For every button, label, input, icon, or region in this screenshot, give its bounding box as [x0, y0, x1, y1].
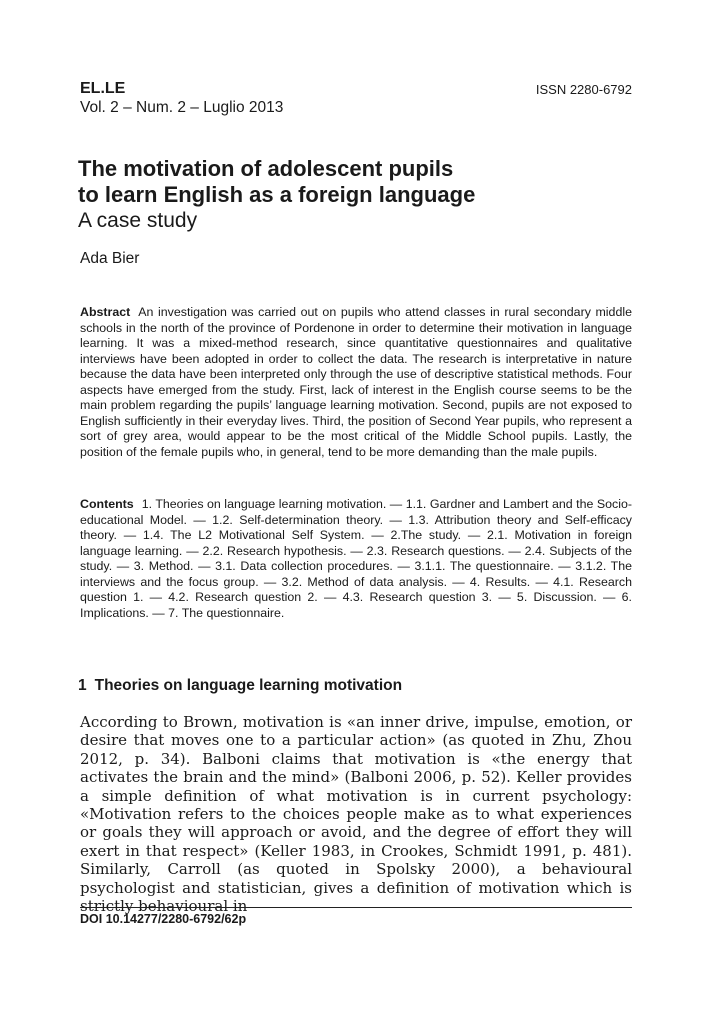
- article-title-line-2: to learn English as a foreign language: [78, 182, 476, 207]
- abstract-text: An investigation was carried out on pupils who attend classes in rural secondary middle schools in the north of the province of Pordenone in order to determine their motivation in language learning. It was a mixed-method research, since quantitative questionnaires and qualitative interviews have been adopted in order to collect the data. The research is interpretative in nature because the data have been interpreted only through the use of descriptive statistical methods. Four aspects have emerged from the study. First, lack of interest in the English course seems to be the main problem regarding the pupils’ language learning motivation. Second, pupils are not exposed to English sufficiently in their everyday lives. Third, the position of Second Year pupils, who represent a sort of grey area, would appear to be the most critical of the Middle School pupils. Lastly, the position of the female pupils who, in general, tend to be more demanding than the male pupils.: [80, 305, 632, 459]
- section-number: 1: [78, 677, 87, 694]
- section-title: Theories on language learning motivation: [94, 677, 403, 694]
- contents: [80, 497, 632, 621]
- contents-text: 1. Theories on language learning motivation. — 1.1. Gardner and Lambert and the Socio-educational Model. — 1.2. Self-determination theory. — 1.3. Attribution theory and Self-efficacy theory. — 1.4. The L2 Motivational Self System. — 2.The study. — 2.1. Motivation in foreign language learning. — 2.2. Research hypothesis. — 2.3. Research questions. — 2.4. Subjects of the study. — 3. Method. — 3.1. Data collection procedures. — 3.1.1. The questionnaire. — 3.1.2. The interviews and the focus group. — 3.2. Method of data analysis. — 4. Results. — 4.1. Research question 1. — 4.2. Research question 2. — 4.3. Research question 3. — 5. Discussion. — 6. Implications. — 7. The questionnaire.: [80, 497, 632, 620]
- issn: ISSN 2280-6792: [535, 82, 632, 97]
- journal-name: EL.LE: [80, 80, 126, 97]
- body-paragraph: According to Brown, motivation is «an inner drive, impulse, emotion, or desire that moves one to a particular action» (as quoted in Zhu, Zhou 2012, p. 34). Balboni claims that motivation is «the energy that activates the brain and the mind» (Balboni 2006, p. 52). Keller provides a simple definition of what motivation is in current psychology: «Motivation refers to the choices people make as to what experiences or goals they will approach or avoid, and the degree of effort they will exert in that respect» (Keller 1983, in Crookes, Schmidt 1991, p. 481). Similarly, Carroll (as quoted in Spolsky 2000), a behavioural psychologist and statistician, gives a definition of motivation which is strictly behavioural in: [80, 713, 632, 916]
- title-block: [78, 156, 638, 233]
- journal-issue: Vol. 2 – Num. 2 – Luglio 2013: [80, 99, 284, 116]
- abstract: [80, 305, 632, 460]
- footer-divider: [80, 907, 632, 908]
- abstract-label: Abstract: [80, 305, 131, 319]
- article-title-line-1: The motivation of adolescent pupils: [78, 156, 454, 181]
- section-heading: [78, 677, 402, 695]
- contents-label: Contents: [80, 497, 134, 511]
- article-subtitle: A case study: [78, 209, 198, 232]
- author: Ada Bier: [80, 250, 140, 267]
- doi: DOI 10.14277/2280-6792/62p: [80, 912, 247, 926]
